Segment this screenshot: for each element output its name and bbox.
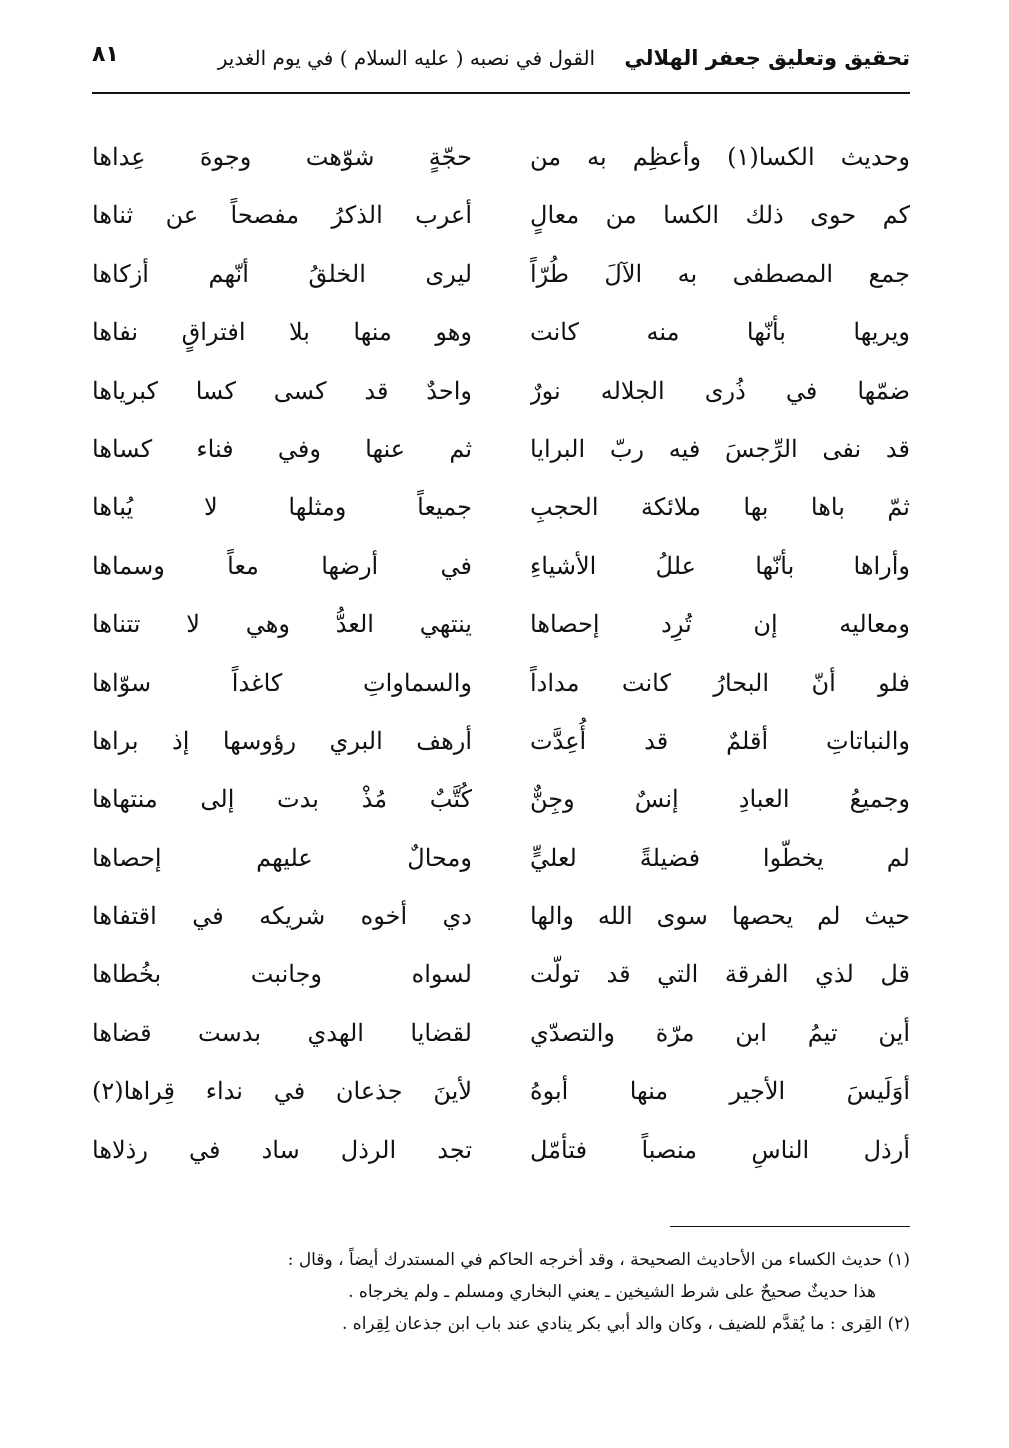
footnotes bbox=[92, 1244, 910, 1340]
verse-first-half: أين تيمُ ابن مرّة والتصدّي bbox=[530, 1018, 910, 1047]
verse-second-half: ومحالٌ عليهم إحصاها bbox=[92, 843, 472, 872]
page-number: ٨١ bbox=[92, 42, 119, 67]
footnote-1-continued: هذا حديثٌ صحيحٌ على شرط الشيخين ـ يعني البخاري ومسلم ـ ولم يخرجاه . bbox=[348, 1282, 876, 1302]
verse-second-half: ثم عنها وفي فناء كساها bbox=[92, 434, 472, 463]
verse-8 bbox=[92, 537, 910, 595]
verse-first-half: ومعاليه إن تُرِد إحصاها bbox=[530, 610, 910, 639]
verse-6 bbox=[92, 420, 910, 478]
page-header bbox=[92, 40, 910, 90]
verse-first-half: ويريها بأنّها منه كانت bbox=[530, 318, 910, 347]
poem bbox=[92, 128, 910, 1179]
verse-second-half: تجد الرذل ساد في رذلاها bbox=[92, 1135, 472, 1164]
footnote-divider bbox=[670, 1226, 910, 1227]
verse-second-half: أعرب الذكرُ مفصحاً عن ثناها bbox=[92, 201, 472, 230]
verse-second-half: والسماواتِ كاغداً سوّاها bbox=[92, 668, 472, 697]
verse-second-half: كُتَّبٌ مُذْ بدت إلى منتهاها bbox=[92, 785, 472, 814]
verse-second-half: حجّةٍ شوّهت وجوهَ عِداها bbox=[92, 143, 472, 171]
verse-4 bbox=[92, 303, 910, 361]
verse-1 bbox=[92, 128, 910, 186]
verse-second-half: لقضايا الهدي بدست قضاها bbox=[92, 1018, 472, 1047]
verse-9 bbox=[92, 595, 910, 653]
book-title: تحقيق وتعليق جعفر الهلالي bbox=[624, 46, 910, 70]
verse-first-half: لم يخطّوا فضيلةً لعليٍّ bbox=[530, 843, 910, 872]
verse-12 bbox=[92, 770, 910, 828]
verse-second-half: وهو منها بلا افتراقٍ نفاها bbox=[92, 318, 472, 347]
header-divider bbox=[92, 92, 910, 94]
verse-second-half: ليرى الخلقُ أنّهم أزكاها bbox=[92, 259, 472, 288]
running-title bbox=[218, 46, 910, 70]
verse-second-half: لسواه وجانبت بخُطاها bbox=[92, 960, 472, 989]
verse-second-half: أرهف البري رؤوسها إذ براها bbox=[92, 726, 472, 755]
footnote-1: (١) حديث الكساء من الأحاديث الصحيحة ، وقد أخرجه الحاكم في المستدرك أيضاً ، وقال : bbox=[287, 1250, 910, 1270]
verse-first-half: قل لذي الفرقة التي قد تولّت bbox=[530, 960, 910, 989]
verse-7 bbox=[92, 478, 910, 536]
verse-first-half: جمع المصطفى به الآلَ طُرّاً bbox=[530, 259, 910, 288]
verse-first-half: ثمّ باها بها ملائكة الحجبِ bbox=[530, 493, 910, 522]
verse-first-half: أرذل الناسِ منصباً فتأمّل bbox=[530, 1135, 910, 1164]
chapter-title: القول في نصبه ( عليه السلام ) في يوم الغدير bbox=[217, 46, 596, 70]
verse-second-half: واحدٌ قد كسى كسا كبرياها bbox=[92, 376, 472, 405]
verse-first-half: والنباتاتِ أقلمٌ قد أُعِدَّت bbox=[530, 726, 910, 755]
verse-first-half: وجميعُ العبادِ إنسٌ وجِنٌّ bbox=[530, 785, 910, 814]
verse-first-half: أوَلَيسَ الأجير منها أبوهُ bbox=[530, 1077, 910, 1106]
verse-second-half: ينتهي العدُّ وهي لا تتناها bbox=[92, 610, 472, 639]
verse-17 bbox=[92, 1062, 910, 1120]
verse-10 bbox=[92, 654, 910, 712]
verse-second-half: دي أخوه شريكه في اقتفاها bbox=[92, 902, 472, 931]
verse-16 bbox=[92, 1004, 910, 1062]
verse-14 bbox=[92, 887, 910, 945]
footnote-2: (٢) القِرى : ما يُقدَّم للضيف ، وكان والد أبي بكر ينادي عند باب ابن جذعان لِقِراه . bbox=[341, 1314, 910, 1334]
verse-3 bbox=[92, 245, 910, 303]
verse-first-half: وحديث الكسا(١) وأعظِم به من bbox=[530, 143, 910, 171]
verse-15 bbox=[92, 945, 910, 1003]
verse-first-half: قد نفى الرِّجسَ فيه ربّ البرايا bbox=[530, 434, 910, 463]
verse-first-half: فلو أنّ البحارُ كانت مداداً bbox=[530, 668, 910, 697]
verse-11 bbox=[92, 712, 910, 770]
verse-second-half: جميعاً ومثلها لا يُباها bbox=[92, 493, 472, 522]
verse-18 bbox=[92, 1121, 910, 1179]
verse-first-half: وأراها بأنّها عللُ الأشياءِ bbox=[530, 551, 910, 580]
verse-5 bbox=[92, 362, 910, 420]
verse-first-half: حيث لم يحصها سوى الله والها bbox=[530, 902, 910, 931]
verse-2 bbox=[92, 186, 910, 244]
verse-first-half: كم حوى ذلك الكسا من معالٍ bbox=[530, 201, 910, 230]
verse-second-half: في أرضها معاً وسماها bbox=[92, 551, 472, 580]
verse-13 bbox=[92, 829, 910, 887]
verse-second-half: لأينَ جذعان في نداء قِراها(٢) bbox=[92, 1077, 472, 1106]
verse-first-half: ضمّها في ذُرى الجلاله نورٌ bbox=[530, 376, 910, 405]
